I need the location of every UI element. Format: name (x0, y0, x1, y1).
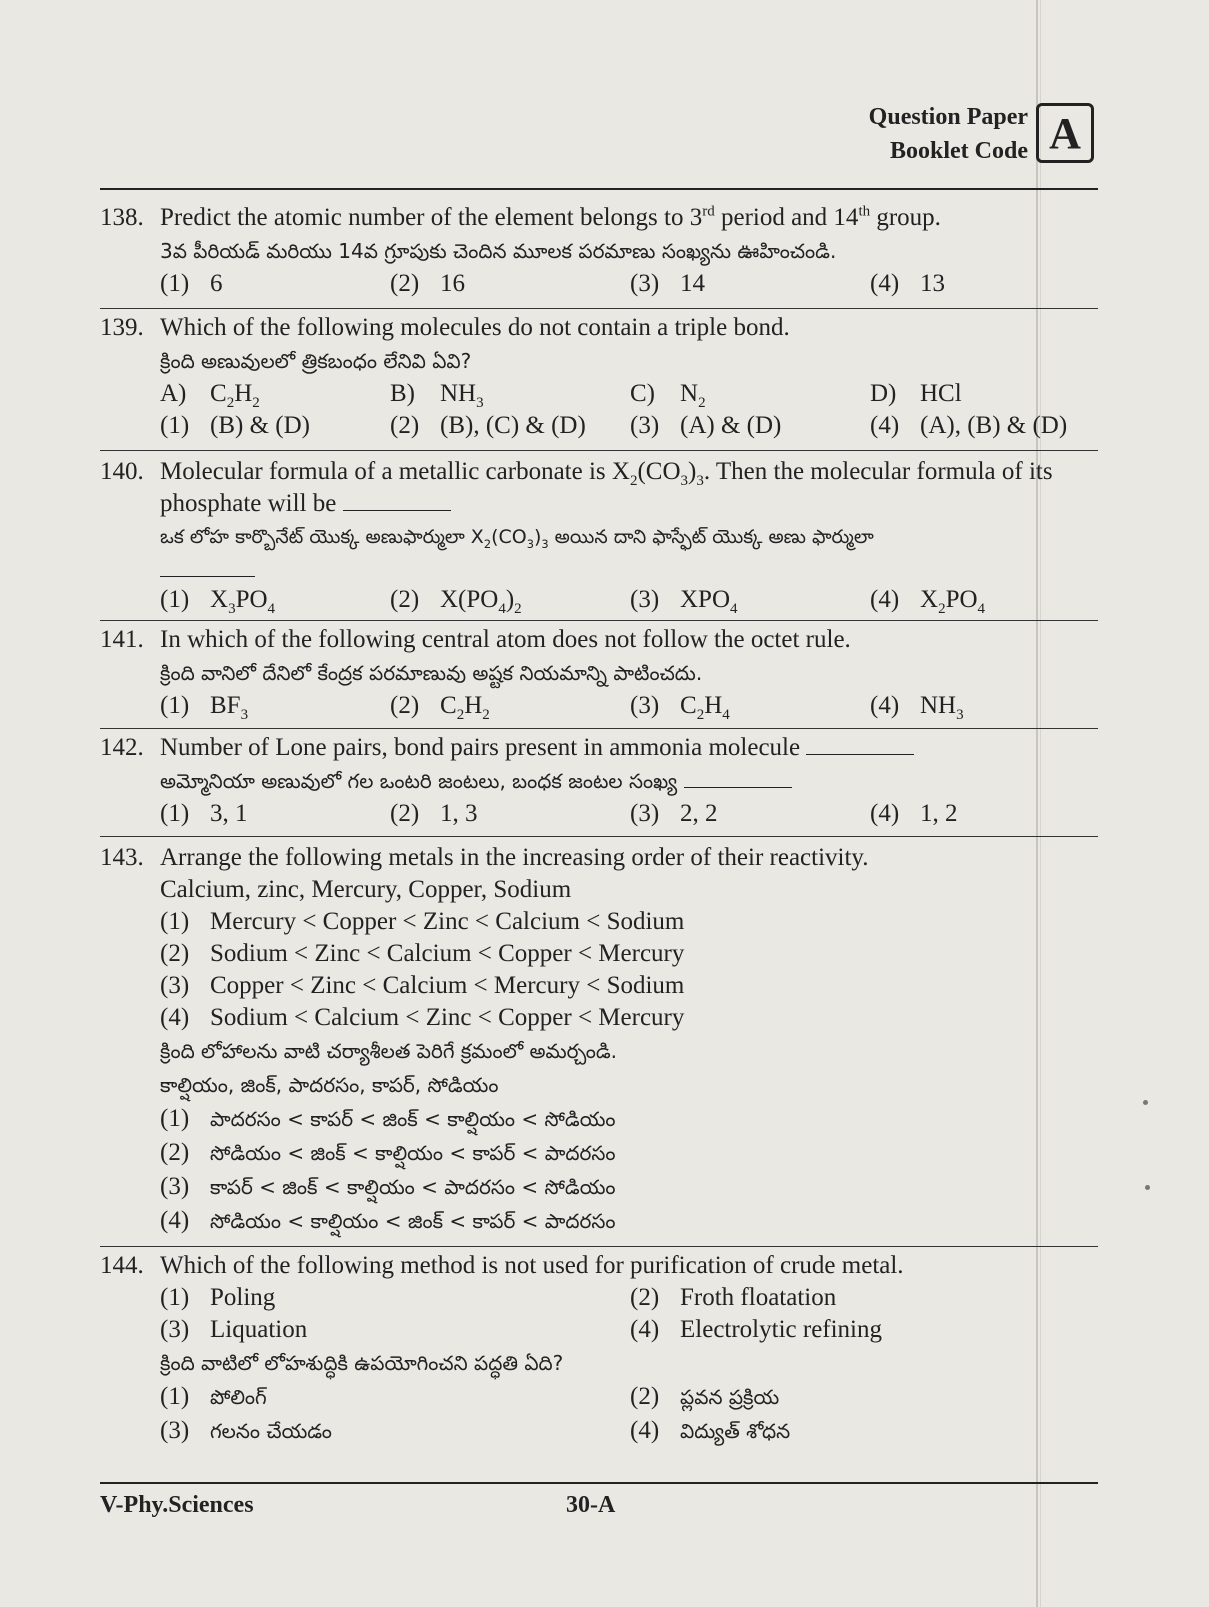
booklet-code-box: A (1036, 103, 1094, 163)
question-divider (100, 308, 1098, 309)
booklet-code-label (869, 100, 1028, 168)
question-text-te: అమ్మోనియా అణువులో గల ఒంటరి జంటలు, బంధక జంటల సంఖ్య (160, 764, 1095, 798)
option-1: (1) $X_3PO_4$ (160, 586, 276, 617)
item-b: B) $NH_3$ (390, 380, 484, 411)
option-4: (4) 13 (870, 270, 945, 297)
question-number: 144. (100, 1252, 144, 1279)
option-2: (2) Froth floatation (630, 1284, 837, 1311)
question-text-en: Molecular formula of a metallic carbonate is $X_2(CO_3)_3$. Then the molecular formula of its phosphate will be (160, 458, 1053, 517)
question-number: 141. (100, 626, 144, 653)
items-row (100, 378, 1095, 410)
question-divider (100, 450, 1098, 451)
question-text-en: Number of Lone pairs, bond pairs present in ammonia molecule (160, 732, 1095, 764)
option-4: (4) (A), (B) & (D) (870, 412, 1068, 439)
option-3: (3) $C_2H_4$ (630, 692, 730, 723)
options-row (100, 1314, 1095, 1346)
option-2: (2) 1, 3 (390, 800, 478, 827)
question-text-te2: కాల్షియం, జింక్, పాదరసం, కాపర్, సోడియం (160, 1073, 499, 1097)
options-row (100, 690, 1095, 722)
option-4: (4) $X_2PO_4$ (870, 586, 986, 617)
question-text-te: 3వ పీరియడ్ మరియు 14వ గ్రూపుకు చెందిన మూలక పరమాణు సంఖ్యను ఊహించండి. (160, 239, 837, 263)
question-140 (100, 456, 1095, 616)
option-1: (1) పోలింగ్ (160, 1383, 267, 1410)
answer-blank (343, 488, 451, 511)
question-text-en: Predict the atomic number of the element belongs to 3rd period and 14th group. (160, 203, 941, 231)
option-1: (1) (B) & (D) (160, 412, 310, 439)
option-en-2: (2) Sodium < Zinc < Calcium < Copper < Mercury (160, 940, 685, 967)
option-1: (1) Poling (160, 1284, 276, 1311)
option-en-3: (3) Copper < Zinc < Calcium < Mercury < Sodium (160, 972, 685, 999)
options-row (100, 584, 1095, 616)
option-3: (3) (A) & (D) (630, 412, 782, 439)
footer-rule (100, 1482, 1098, 1484)
question-divider (100, 836, 1098, 837)
question-143 (100, 842, 1095, 1238)
question-144 (100, 1250, 1095, 1448)
option-2: (2) $X(PO_4)_2$ (390, 586, 522, 617)
question-142 (100, 732, 1095, 830)
scan-speck (1145, 1185, 1150, 1190)
scan-speck (1143, 1100, 1148, 1105)
question-138 (100, 202, 1095, 300)
answer-blank (684, 765, 792, 788)
booklet-label-line1: Question Paper (868, 104, 1028, 130)
option-4: (4) 1, 2 (870, 800, 958, 827)
question-divider (100, 620, 1098, 621)
item-c: C) $N_2$ (630, 380, 706, 411)
question-text-te: క్రింది లోహాలను వాటి చర్యాశీలత పెరిగే క్రమంలో అమర్చండి. (160, 1039, 618, 1063)
question-141 (100, 624, 1095, 722)
option-en-4: (4) Sodium < Calcium < Zinc < Copper < Mercury (160, 1004, 685, 1031)
option-3: (3) గలనం చేయడం (160, 1417, 332, 1444)
question-number: 139. (100, 314, 144, 341)
question-text-te: ఒక లోహ కార్బొనేట్ యొక్క అణుఫార్ములా $X_2(CO_3)_3$ అయిన దాని ఫాస్ఫేట్ యొక్క అణు ఫార్ములా (160, 526, 874, 551)
question-number: 142. (100, 734, 144, 761)
option-1: (1) $BF_3$ (160, 692, 249, 723)
options-row (100, 410, 1095, 442)
question-text-te: క్రింది అణువులలో త్రికబంధం లేనివి ఏవి? (160, 349, 472, 373)
question-text-en2: Calcium, zinc, Mercury, Copper, Sodium (160, 876, 572, 903)
option-1: (1) 3, 1 (160, 800, 248, 827)
question-divider (100, 728, 1098, 729)
footer-page-number: 30-A (566, 1492, 616, 1518)
option-te-3: (3) కాపర్ < జింక్ < కాల్షియం < పాదరసం < సోడియం (160, 1173, 616, 1200)
question-divider (100, 1246, 1098, 1247)
option-3: (3) 14 (630, 270, 705, 297)
question-number: 138. (100, 204, 144, 231)
question-text-en: Which of the following molecules do not contain a triple bond. (160, 314, 790, 341)
option-2: (2) 16 (390, 270, 465, 297)
answer-blank (160, 554, 255, 577)
option-te-4: (4) సోడియం < కాల్షియం < జింక్ < కాపర్ < పాదరసం (160, 1207, 616, 1234)
option-2: (2) $C_2H_2$ (390, 692, 490, 723)
options-row (100, 268, 1095, 300)
question-text-en: In which of the following central atom does not follow the octet rule. (160, 626, 851, 653)
question-text-te: క్రింది వానిలో దేనిలో కేంద్రక పరమాణువు అష్టక నియమాన్ని పాటించదు. (160, 661, 703, 685)
option-4: (4) $NH_3$ (870, 692, 964, 723)
option-4: (4) విద్యుత్ శోధన (630, 1417, 791, 1444)
option-en-1: (1) Mercury < Copper < Zinc < Calcium < Sodium (160, 908, 685, 935)
question-text-en: Arrange the following metals in the increasing order of their reactivity. (160, 844, 869, 871)
item-a: A) $C_2H_2$ (160, 380, 260, 411)
option-2: (2) ప్లవన ప్రక్రియ (630, 1383, 780, 1410)
question-text-en: Which of the following method is not used for purification of crude metal. (160, 1252, 904, 1279)
question-139 (100, 312, 1095, 442)
options-row (100, 1414, 1095, 1448)
option-te-2: (2) సోడియం < జింక్ < కాల్షియం < కాపర్ < పాదరసం (160, 1139, 616, 1166)
option-3: (3) Liquation (160, 1316, 308, 1343)
question-text-te: క్రింది వాటిలో లోహశుద్ధికి ఉపయోగించని పద్ధతి ఏది? (160, 1351, 564, 1375)
option-4: (4) Electrolytic refining (630, 1316, 883, 1343)
question-number: 140. (100, 458, 144, 485)
header-rule (100, 188, 1098, 190)
options-row (100, 798, 1095, 830)
options-row (100, 1380, 1095, 1414)
option-3: (3) 2, 2 (630, 800, 718, 827)
item-d: D) HCl (870, 380, 962, 407)
answer-blank (806, 732, 914, 755)
question-number: 143. (100, 844, 144, 871)
options-row (100, 1282, 1095, 1314)
option-1: (1) 6 (160, 270, 223, 297)
footer-subject: V-Phy.Sciences (100, 1492, 254, 1518)
option-te-1: (1) పాదరసం < కాపర్ < జింక్ < కాల్షియం < సోడియం (160, 1105, 616, 1132)
option-2: (2) (B), (C) & (D) (390, 412, 586, 439)
booklet-label-line2: Booklet Code (890, 138, 1028, 164)
option-3: (3) $XPO_4$ (630, 586, 738, 617)
